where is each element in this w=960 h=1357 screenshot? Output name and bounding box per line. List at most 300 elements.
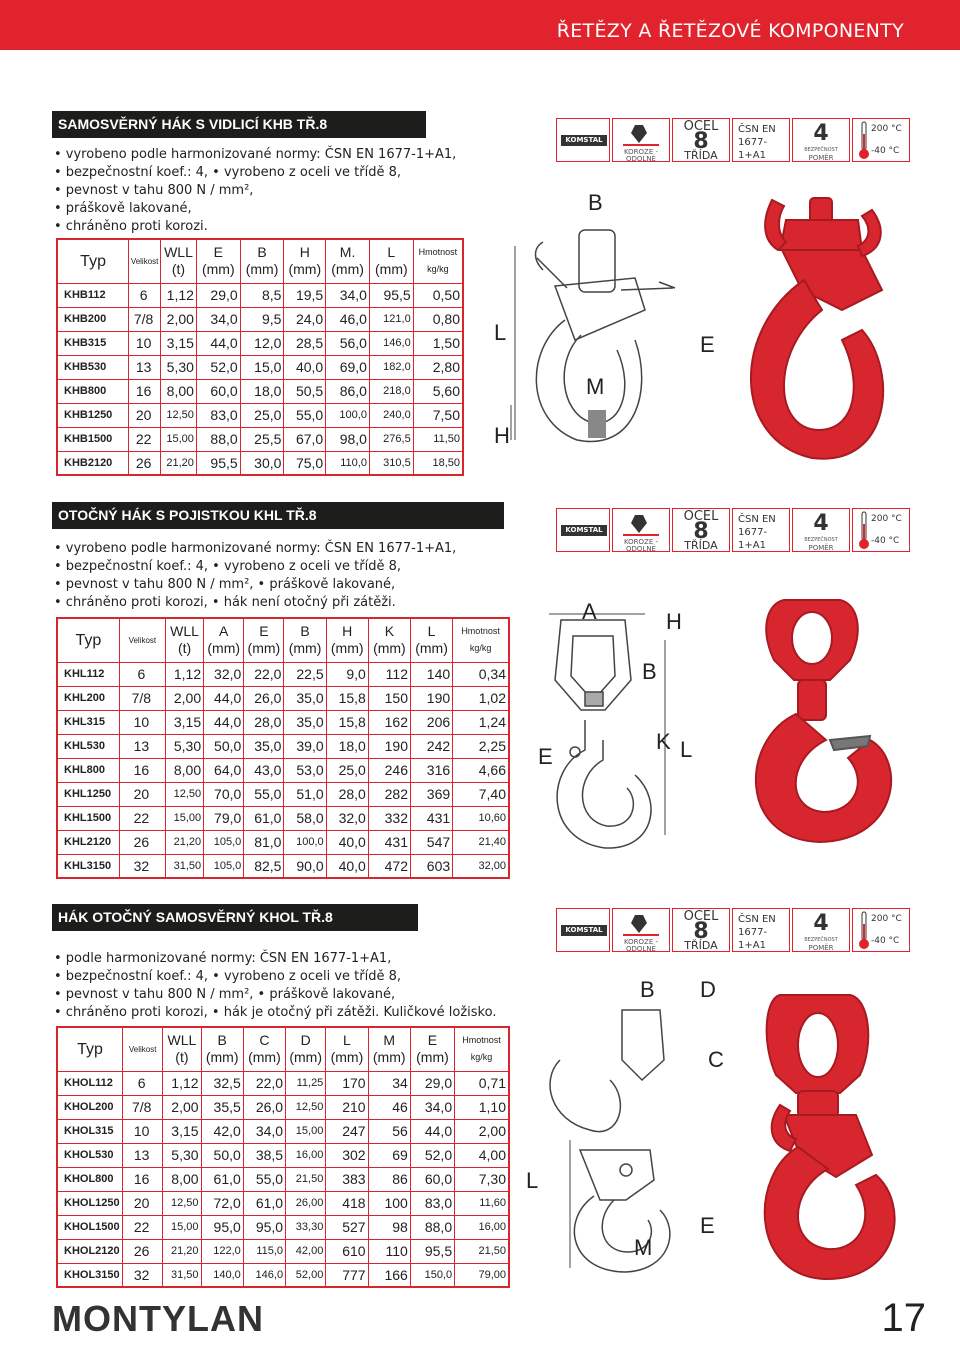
steel-label: OCEL xyxy=(683,509,719,524)
corrosion-resistant-icon xyxy=(612,908,670,952)
table-row xyxy=(57,1071,509,1095)
table-cell: 21,40 xyxy=(453,830,509,854)
section-title-khol: HÁK OTOČNÝ SAMOSVĚRNÝ KHOL TŘ.8 xyxy=(52,904,418,931)
table-cell: 9,5 xyxy=(240,307,284,331)
dim-label-m: M xyxy=(634,1235,653,1260)
table-cell: 56 xyxy=(368,1119,410,1143)
spec-table-khol xyxy=(56,1026,510,1288)
table-cell: 206 xyxy=(410,710,452,734)
table-row xyxy=(57,451,463,475)
norm-line3: 1+A1 xyxy=(738,540,766,551)
table-cell: 603 xyxy=(410,854,452,878)
table-cell: 3,15 xyxy=(165,710,203,734)
table-cell: 15,00 xyxy=(286,1119,326,1143)
table-cell: 0,80 xyxy=(413,307,463,331)
table-cell: 7/8 xyxy=(123,1095,163,1119)
table-cell: 13 xyxy=(129,355,161,379)
table-cell: 12,50 xyxy=(286,1095,326,1119)
table-cell: 7/8 xyxy=(129,307,161,331)
safety-label: BEZPEČNOST xyxy=(804,537,838,543)
header-h: H (mm) xyxy=(284,239,326,283)
table-row xyxy=(57,1191,509,1215)
type-cell: KHB800 xyxy=(57,379,129,403)
type-cell: KHL315 xyxy=(57,710,119,734)
temp-min: -40 °C xyxy=(871,936,900,946)
table-cell: 34,0 xyxy=(326,283,370,307)
header-m: M. (mm) xyxy=(326,239,370,283)
table-cell: 88,0 xyxy=(410,1215,454,1239)
table-cell: 72,0 xyxy=(201,1191,243,1215)
table-cell: 34,0 xyxy=(410,1095,454,1119)
table-cell: 50,0 xyxy=(201,1143,243,1167)
temp-min: -40 °C xyxy=(871,146,900,156)
safety-factor-icon xyxy=(792,508,850,552)
safety-label: BEZPEČNOST xyxy=(804,147,838,153)
type-cell: KHB112 xyxy=(57,283,129,307)
table-cell: 50,0 xyxy=(204,734,244,758)
table-row xyxy=(57,1263,509,1287)
table-cell: 16 xyxy=(119,758,165,782)
header-l: L (mm) xyxy=(326,1027,368,1071)
norm-line1: ČSN EN xyxy=(738,124,776,135)
type-cell: KHB315 xyxy=(57,331,129,355)
steel-grade: 8 xyxy=(693,919,709,944)
thermometer-icon xyxy=(856,510,872,552)
bullet: • bezpečnostní koef.: 4, • vyrobeno z oceli ve třídě 8, xyxy=(54,559,401,574)
table-cell: 44,0 xyxy=(410,1119,454,1143)
table-row xyxy=(57,854,509,878)
table-cell: 1,24 xyxy=(453,710,509,734)
table-cell: 8,00 xyxy=(163,1167,201,1191)
table-cell: 95,5 xyxy=(196,451,240,475)
top-bar xyxy=(0,0,960,50)
table-cell: 21,50 xyxy=(455,1239,509,1263)
table-cell: 6 xyxy=(119,662,165,686)
table-cell: 95,5 xyxy=(410,1239,454,1263)
table-cell: 67,0 xyxy=(284,427,326,451)
khb-bullets xyxy=(54,146,456,236)
corrosion-label: KOROZE - ODOLNÉ xyxy=(623,148,659,162)
table-cell: 7,50 xyxy=(413,403,463,427)
table-cell: 31,50 xyxy=(163,1263,201,1287)
table-cell: 610 xyxy=(326,1239,368,1263)
icons-khol xyxy=(556,908,912,952)
norm-line1: ČSN EN xyxy=(738,914,776,925)
table-cell: 26,0 xyxy=(243,1095,285,1119)
table-cell: 110,0 xyxy=(326,451,370,475)
table-cell: 40,0 xyxy=(284,355,326,379)
table-cell: 25,0 xyxy=(240,403,284,427)
ratio-label: POMĚR xyxy=(808,544,834,552)
norm-icon xyxy=(732,908,790,952)
table-cell: 527 xyxy=(326,1215,368,1239)
table-cell: 15,00 xyxy=(165,806,203,830)
type-cell: KHL800 xyxy=(57,758,119,782)
table-cell: 316 xyxy=(410,758,452,782)
type-cell: KHOL1250 xyxy=(57,1191,123,1215)
bullet: • chráněno proti korozi. xyxy=(54,219,208,234)
norm-line2: 1677- xyxy=(738,927,768,938)
table-cell: 1,12 xyxy=(163,1071,201,1095)
table-row xyxy=(57,403,463,427)
type-cell: KHB1250 xyxy=(57,403,129,427)
table-cell: 15,8 xyxy=(326,686,368,710)
table-cell: 547 xyxy=(410,830,452,854)
table-row xyxy=(57,782,509,806)
table-cell: 30,0 xyxy=(240,451,284,475)
safety-value: 4 xyxy=(813,121,829,146)
table-cell: 302 xyxy=(326,1143,368,1167)
table-cell: 28,0 xyxy=(244,710,284,734)
table-cell: 88,0 xyxy=(196,427,240,451)
table-cell: 19,5 xyxy=(284,283,326,307)
header-e: E (mm) xyxy=(410,1027,454,1071)
table-cell: 472 xyxy=(368,854,410,878)
table-cell: 32,5 xyxy=(201,1071,243,1095)
table-cell: 11,50 xyxy=(413,427,463,451)
table-cell: 79,00 xyxy=(455,1263,509,1287)
bullet: • pevnost v tahu 800 N / mm², xyxy=(54,183,254,198)
table-cell: 61,0 xyxy=(201,1167,243,1191)
table-cell: 8,5 xyxy=(240,283,284,307)
table-cell: 112 xyxy=(368,662,410,686)
khb-technical-drawing xyxy=(485,190,685,460)
type-cell: KHOL315 xyxy=(57,1119,123,1143)
safety-value: 4 xyxy=(813,911,829,936)
komstal-logo-icon xyxy=(556,508,610,552)
table-cell: 5,30 xyxy=(161,355,197,379)
table-cell: 35,5 xyxy=(201,1095,243,1119)
komstal-logo-text: KOMSTAL xyxy=(561,925,607,936)
type-cell: KHL1250 xyxy=(57,782,119,806)
temp-max: 200 °C xyxy=(871,124,902,134)
table-cell: 6 xyxy=(123,1071,163,1095)
header-e: E (mm) xyxy=(244,618,284,662)
table-cell: 42,0 xyxy=(201,1119,243,1143)
table-cell: 369 xyxy=(410,782,452,806)
table-cell: 15,0 xyxy=(240,355,284,379)
table-cell: 35,0 xyxy=(284,710,326,734)
table-cell: 95,0 xyxy=(243,1215,285,1239)
table-cell: 11,25 xyxy=(286,1071,326,1095)
table-cell: 40,0 xyxy=(326,830,368,854)
type-cell: KHOL200 xyxy=(57,1095,123,1119)
table-cell: 777 xyxy=(326,1263,368,1287)
steel-class-label: TŘÍDA xyxy=(684,539,718,552)
dim-label-h: H xyxy=(494,423,510,448)
table-cell: 15,00 xyxy=(163,1215,201,1239)
type-cell: KHB2120 xyxy=(57,451,129,475)
rust-drop-icon xyxy=(613,119,669,149)
table-cell: 26,00 xyxy=(286,1191,326,1215)
table-cell: 1,12 xyxy=(165,662,203,686)
table-cell: 15,00 xyxy=(161,427,197,451)
table-cell: 105,0 xyxy=(204,830,244,854)
header-l: L (mm) xyxy=(410,618,452,662)
type-cell: KHB530 xyxy=(57,355,129,379)
section-title-khb: SAMOSVĚRNÝ HÁK S VIDLICÍ KHB TŘ.8 xyxy=(52,111,426,138)
norm-line3: 1+A1 xyxy=(738,150,766,161)
bullet: • vyrobeno podle harmonizované normy: ČSN EN 1677-1+A1, xyxy=(54,541,457,556)
steel-label: OCEL xyxy=(683,119,719,134)
table-cell: 1,02 xyxy=(453,686,509,710)
table-cell: 21,50 xyxy=(286,1167,326,1191)
table-cell: 46,0 xyxy=(326,307,370,331)
table-cell: 218,0 xyxy=(369,379,413,403)
safety-value: 4 xyxy=(813,511,829,536)
bullet: • chráněno proti korozi, • hák je otočný při zátěži. Kuličkové ložisko. xyxy=(54,1005,497,1020)
table-cell: 83,0 xyxy=(410,1191,454,1215)
table-row xyxy=(57,734,509,758)
page-header-title: ŘETĚZY A ŘETĚZOVÉ KOMPONENTY xyxy=(556,20,904,42)
table-cell: 22,0 xyxy=(244,662,284,686)
bullet: • pevnost v tahu 800 N / mm², • práškově lakované, xyxy=(54,987,396,1002)
norm-line2: 1677- xyxy=(738,527,768,538)
corrosion-resistant-icon xyxy=(612,508,670,552)
temperature-range-icon xyxy=(852,508,910,552)
table-cell: 182,0 xyxy=(369,355,413,379)
thermometer-icon xyxy=(856,910,872,952)
rust-drop-icon xyxy=(613,509,669,539)
table-row xyxy=(57,379,463,403)
table-cell: 51,0 xyxy=(284,782,326,806)
table-cell: 1,10 xyxy=(455,1095,509,1119)
table-cell: 52,0 xyxy=(196,355,240,379)
safety-factor-icon xyxy=(792,118,850,162)
table-row xyxy=(57,1167,509,1191)
table-cell: 10 xyxy=(119,710,165,734)
steel-grade-icon xyxy=(672,508,730,552)
table-cell: 8,00 xyxy=(165,758,203,782)
table-cell: 16,00 xyxy=(286,1143,326,1167)
table-cell: 44,0 xyxy=(204,710,244,734)
table-cell: 1,50 xyxy=(413,331,463,355)
dim-label-l: L xyxy=(494,320,507,345)
table-cell: 21,20 xyxy=(165,830,203,854)
table-cell: 2,00 xyxy=(163,1095,201,1119)
dim-label-b: B xyxy=(642,659,657,684)
table-row xyxy=(57,758,509,782)
header-wll: WLL (t) xyxy=(165,618,203,662)
table-cell: 33,30 xyxy=(286,1215,326,1239)
table-cell: 52,00 xyxy=(286,1263,326,1287)
table-row xyxy=(57,283,463,307)
table-cell: 64,0 xyxy=(204,758,244,782)
type-cell: KHL3150 xyxy=(57,854,119,878)
table-cell: 32,0 xyxy=(204,662,244,686)
table-cell: 2,00 xyxy=(161,307,197,331)
header-velikost: Velikost xyxy=(123,1027,163,1071)
table-cell: 42,00 xyxy=(286,1239,326,1263)
table-cell: 8,00 xyxy=(161,379,197,403)
table-cell: 86,0 xyxy=(326,379,370,403)
table-row xyxy=(57,427,463,451)
table-cell: 2,25 xyxy=(453,734,509,758)
table-cell: 7,40 xyxy=(453,782,509,806)
table-row xyxy=(57,686,509,710)
header-e: E (mm) xyxy=(196,239,240,283)
table-cell: 79,0 xyxy=(204,806,244,830)
thermometer-icon xyxy=(856,120,872,162)
type-cell: KHOL530 xyxy=(57,1143,123,1167)
table-row xyxy=(57,830,509,854)
table-cell: 22,0 xyxy=(243,1071,285,1095)
table-cell: 35,0 xyxy=(284,686,326,710)
table-cell: 81,0 xyxy=(244,830,284,854)
khol-product-photo xyxy=(740,985,910,1285)
type-cell: KHL112 xyxy=(57,662,119,686)
table-row xyxy=(57,710,509,734)
norm-line2: 1677- xyxy=(738,137,768,148)
corrosion-resistant-icon xyxy=(612,118,670,162)
bullet: • podle harmonizované normy: ČSN EN 1677-1+A1, xyxy=(54,951,392,966)
type-cell: KHL1500 xyxy=(57,806,119,830)
spec-table-khl xyxy=(56,617,510,879)
rust-drop-icon xyxy=(613,909,669,939)
table-cell: 25,0 xyxy=(326,758,368,782)
table-cell: 12,0 xyxy=(240,331,284,355)
header-d: D (mm) xyxy=(286,1027,326,1071)
table-cell: 7,30 xyxy=(455,1167,509,1191)
header-b: B (mm) xyxy=(240,239,284,283)
norm-icon xyxy=(732,508,790,552)
type-cell: KHOL1500 xyxy=(57,1215,123,1239)
table-cell: 2,80 xyxy=(413,355,463,379)
temp-min: -40 °C xyxy=(871,536,900,546)
table-cell: 32 xyxy=(123,1263,163,1287)
table-cell: 95,0 xyxy=(201,1215,243,1239)
safety-factor-icon xyxy=(792,908,850,952)
table-row xyxy=(57,1119,509,1143)
header-b: B (mm) xyxy=(201,1027,243,1071)
header-typ: Typ xyxy=(57,618,119,662)
table-cell: 190 xyxy=(410,686,452,710)
komstal-logo-icon xyxy=(556,118,610,162)
type-cell: KHB1500 xyxy=(57,427,129,451)
table-cell: 5,60 xyxy=(413,379,463,403)
table-cell: 55,0 xyxy=(244,782,284,806)
header-h: H (mm) xyxy=(326,618,368,662)
table-cell: 18,0 xyxy=(240,379,284,403)
table-cell: 10 xyxy=(129,331,161,355)
table-cell: 82,5 xyxy=(244,854,284,878)
dim-label-l: L xyxy=(526,1168,539,1193)
dim-label-l: L xyxy=(680,737,693,762)
table-cell: 18,0 xyxy=(326,734,368,758)
table-cell: 28,5 xyxy=(284,331,326,355)
table-cell: 83,0 xyxy=(196,403,240,427)
table-cell: 140,0 xyxy=(201,1263,243,1287)
table-cell: 13 xyxy=(123,1143,163,1167)
table-cell: 15,8 xyxy=(326,710,368,734)
header-hmotnost: Hmotnost kg/kg xyxy=(413,239,463,283)
dim-label-c: C xyxy=(708,1047,724,1072)
corrosion-label: KOROZE - ODOLNÉ xyxy=(623,538,659,552)
table-cell: 32,0 xyxy=(326,806,368,830)
table-cell: 61,0 xyxy=(243,1191,285,1215)
table-cell: 58,0 xyxy=(284,806,326,830)
table-cell: 247 xyxy=(326,1119,368,1143)
page-number: 17 xyxy=(881,1296,926,1340)
table-cell: 26 xyxy=(129,451,161,475)
table-cell: 431 xyxy=(368,830,410,854)
table-row xyxy=(57,1215,509,1239)
table-cell: 16 xyxy=(129,379,161,403)
table-cell: 55,0 xyxy=(243,1167,285,1191)
table-cell: 2,00 xyxy=(165,686,203,710)
table-cell: 146,0 xyxy=(243,1263,285,1287)
table-cell: 69,0 xyxy=(326,355,370,379)
type-cell: KHOL3150 xyxy=(57,1263,123,1287)
table-cell: 10 xyxy=(123,1119,163,1143)
header-velikost: Velikost xyxy=(129,239,161,283)
table-row xyxy=(57,355,463,379)
table-cell: 0,50 xyxy=(413,283,463,307)
table-cell: 50,5 xyxy=(284,379,326,403)
temp-max: 200 °C xyxy=(871,914,902,924)
icons-khl xyxy=(556,508,912,552)
table-cell: 31,50 xyxy=(165,854,203,878)
bullet: • bezpečnostní koef.: 4, • vyrobeno z oceli ve třídě 8, xyxy=(54,969,401,984)
table-cell: 383 xyxy=(326,1167,368,1191)
table-cell: 98 xyxy=(368,1215,410,1239)
khl-technical-drawing xyxy=(535,600,705,860)
header-b: B (mm) xyxy=(284,618,326,662)
type-cell: KHL200 xyxy=(57,686,119,710)
table-cell: 190 xyxy=(368,734,410,758)
header-a: A (mm) xyxy=(204,618,244,662)
table-cell: 332 xyxy=(368,806,410,830)
table-row xyxy=(57,1239,509,1263)
table-cell: 7/8 xyxy=(119,686,165,710)
table-cell: 53,0 xyxy=(284,758,326,782)
steel-grade-icon xyxy=(672,118,730,162)
steel-class-label: TŘÍDA xyxy=(684,939,718,952)
table-cell: 6 xyxy=(129,283,161,307)
bullet: • vyrobeno podle harmonizované normy: ČSN EN 1677-1+A1, xyxy=(54,147,457,162)
table-cell: 61,0 xyxy=(244,806,284,830)
table-cell: 162 xyxy=(368,710,410,734)
table-cell: 13 xyxy=(119,734,165,758)
table-cell: 16,00 xyxy=(455,1215,509,1239)
table-cell: 4,66 xyxy=(453,758,509,782)
table-cell: 95,5 xyxy=(369,283,413,307)
table-cell: 310,5 xyxy=(369,451,413,475)
table-cell: 34 xyxy=(368,1071,410,1095)
table-cell: 60,0 xyxy=(196,379,240,403)
table-cell: 20 xyxy=(119,782,165,806)
table-cell: 22 xyxy=(119,806,165,830)
table-cell: 98,0 xyxy=(326,427,370,451)
type-cell: KHL2120 xyxy=(57,830,119,854)
section-title-khl: OTOČNÝ HÁK S POJISTKOU KHL TŘ.8 xyxy=(52,502,504,529)
montylan-logo: MONTYLAN xyxy=(52,1298,264,1339)
header-k: K (mm) xyxy=(368,618,410,662)
table-cell: 56,0 xyxy=(326,331,370,355)
table-cell: 9,0 xyxy=(326,662,368,686)
table-cell: 52,0 xyxy=(410,1143,454,1167)
type-cell: KHL530 xyxy=(57,734,119,758)
header-typ: Typ xyxy=(57,239,129,283)
table-cell: 69 xyxy=(368,1143,410,1167)
table-cell: 140 xyxy=(410,662,452,686)
table-cell: 4,00 xyxy=(455,1143,509,1167)
header-m: M (mm) xyxy=(368,1027,410,1071)
table-cell: 2,00 xyxy=(455,1119,509,1143)
bullet: • práškově lakované, xyxy=(54,201,192,216)
header-c: C (mm) xyxy=(243,1027,285,1071)
table-cell: 22,5 xyxy=(284,662,326,686)
